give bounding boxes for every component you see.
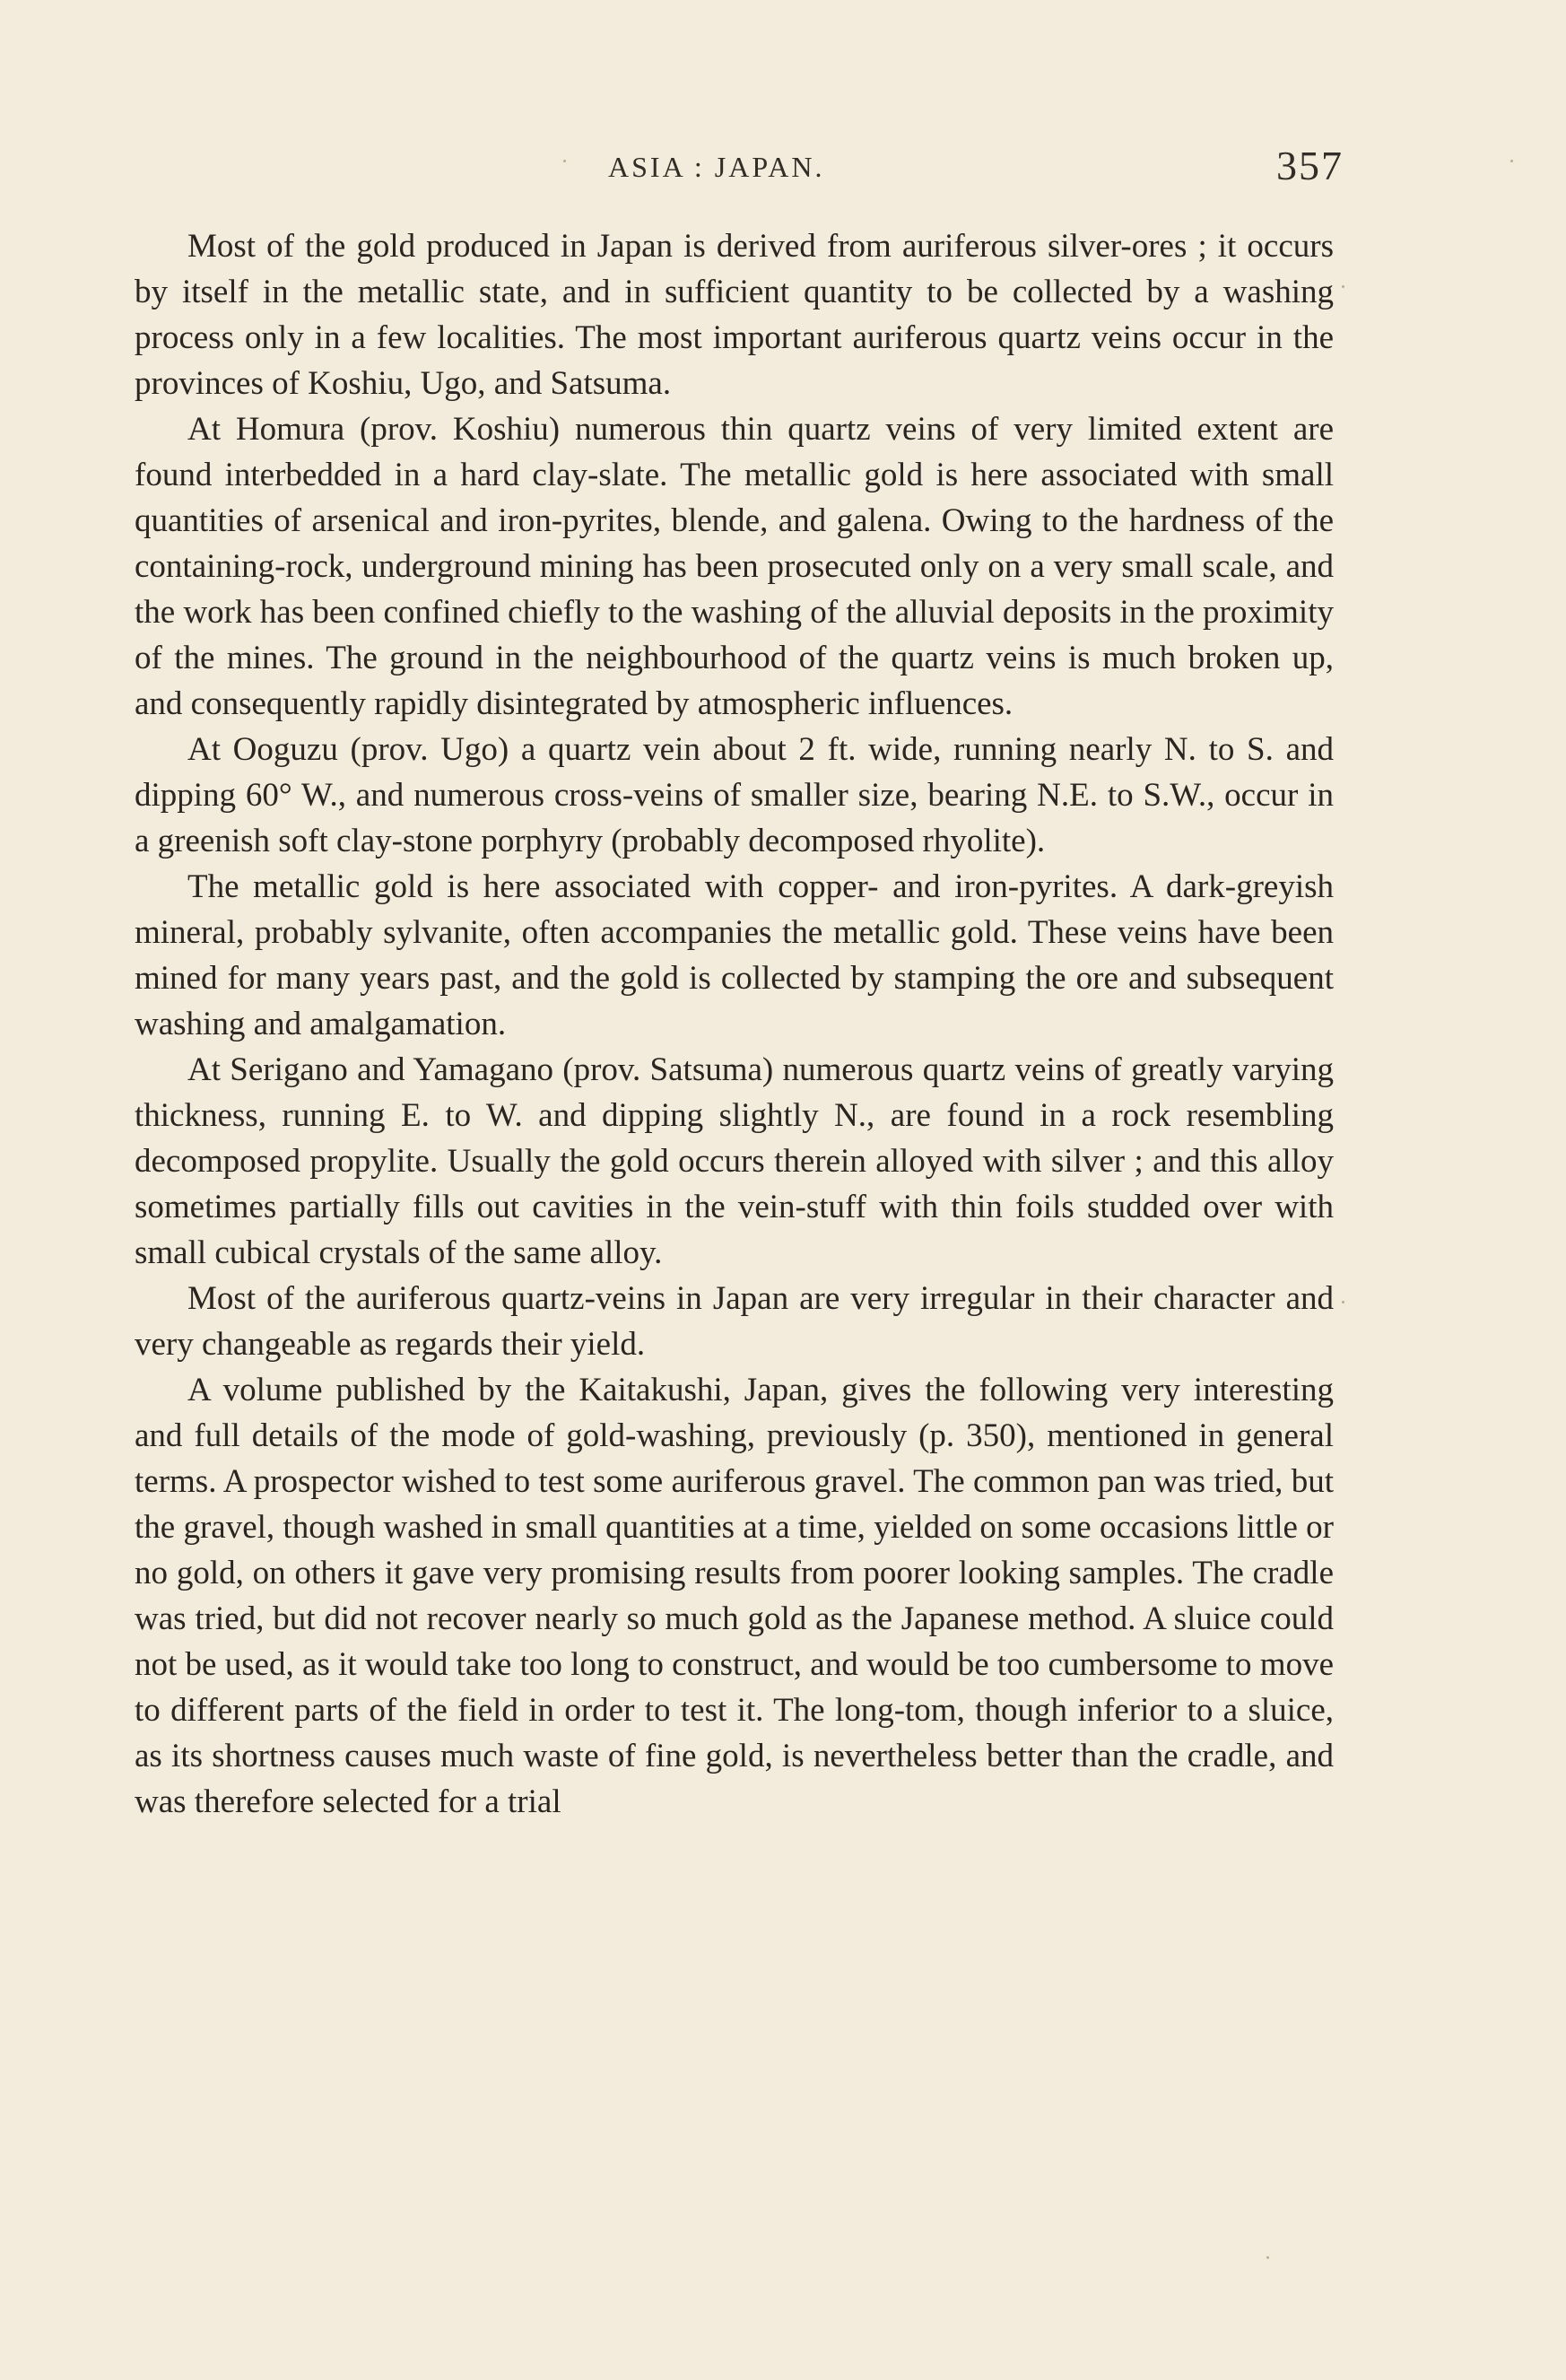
paragraph-7: A volume published by the Kaitakushi, Japan, gives the following very interesting and full details of the mode of gold-washing, previously (p. 350), mentioned in general terms. A prospector wished to test some auriferous gravel. The common pan was tried, but the gravel, though washed in small quantities at a time, yielded on some occasions little or no gold, on others it gave very promising results from poorer looking samples. The cradle was tried, but did not recover nearly so much gold as the Japanese method. A sluice could not be used, as it would take too long to construct, and would be too cumbersome to move to different parts of the field in order to test it. The long-tom, though inferior to a sluice, as its shortness causes much waste of fine gold, is nevertheless better than the cradle, and was therefore selected for a trial: [135, 1372, 1334, 1820]
paragraph-2: At Homura (prov. Koshiu) numerous thin quartz veins of very limited extent are found interbedded in a hard clay-slate. The metallic gold is here associated with small quantities of arsenical and iron-pyrites, blende, and galena. Owing to the hardness of the containing-rock, underground mining has been prosecuted only on a very small scale, and the work has been confined chiefly to the washing of the alluvial deposits in the proximity of the mines. The ground in the neighbourhood of the quartz veins is much broken up, and consequently rapidly disintegrated by atmospheric influences.: [135, 411, 1334, 722]
page-number: 357: [1276, 143, 1344, 188]
paragraph-1: Most of the gold produced in Japan is derived from auriferous silver-ores ; it occurs by itself in the metallic state, and in sufficient quantity to be collected by a washing process only in a few localities. The most important auriferous quartz veins occur in the provinces of Koshiu, Ugo, and Satsuma.: [135, 228, 1334, 402]
running-title: ASIA : JAPAN.: [608, 151, 825, 183]
body-text: [135, 223, 1334, 1825]
paper-speck: [1266, 2256, 1269, 2259]
paper-speck: [563, 160, 566, 162]
paragraph-6: Most of the auriferous quartz-veins in Japan are very irregular in their character and very changeable as regards their yield.: [135, 1280, 1334, 1363]
paper-speck: [1510, 160, 1513, 162]
paragraph-3: At Ooguzu (prov. Ugo) a quartz vein about 2 ft. wide, running nearly N. to S. and dipping 60° W., and numerous cross-veins of smaller size, bearing N.E. to S.W., occur in a greenish soft clay-stone porphyry (probably decomposed rhyolite).: [135, 731, 1334, 859]
running-head: [0, 142, 1566, 196]
paragraph-4: The metallic gold is here associated with copper- and iron-pyrites. A dark-greyish mineral, probably sylvanite, often accompanies the metallic gold. These veins have been mined for many years past, and the gold is collected by stamping the ore and subsequent washing and amalgamation.: [135, 868, 1334, 1042]
paragraph-5: At Serigano and Yamagano (prov. Satsuma) numerous quartz veins of greatly varying thickness, running E. to W. and dipping slightly N., are found in a rock resembling decomposed propylite. Usually the gold occurs therein alloyed with silver ; and this alloy sometimes partially fills out cavities in the vein-stuff with thin foils studded over with small cubical crystals of the same alloy.: [135, 1051, 1334, 1271]
paper-speck: [1342, 285, 1344, 288]
paper-speck: [1342, 1301, 1344, 1303]
